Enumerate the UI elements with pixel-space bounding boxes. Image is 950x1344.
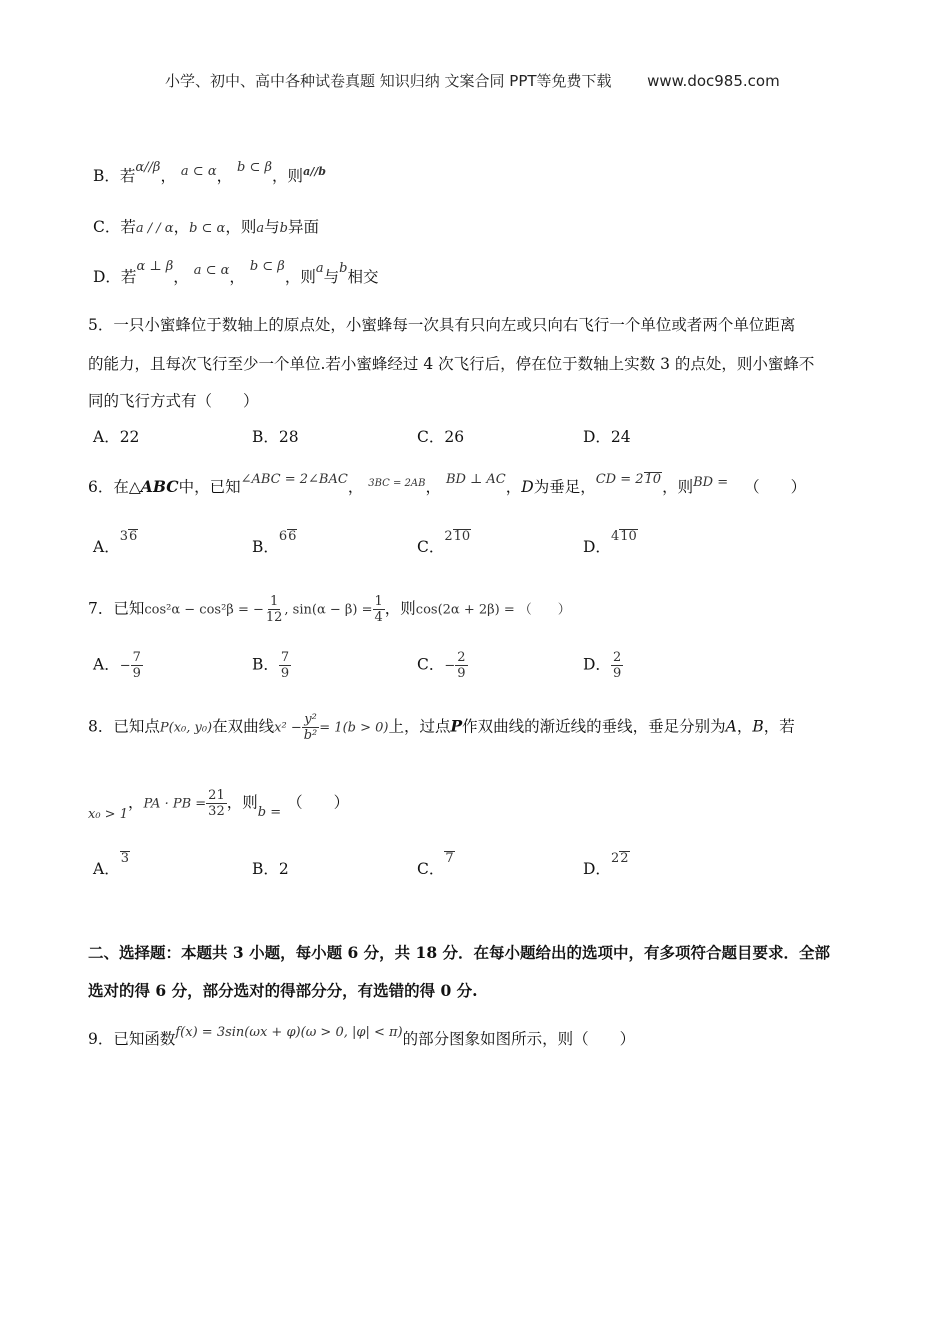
q6-stem: 6．在△ABC中，已知$^{\angle ABC = 2\angle BAC}$， $^{3BC = 2AB}$， $^{BD \perp AC}$，D为垂足，$^{CD = 210}$，则$^{BD =}$ （ ） xyxy=(88,472,807,496)
q9-stem: 9．已知函数$^{f(x) = 3sin(\omega x + \varphi)(\omega > 0, |\varphi| < \pi)}$的部分图象如图所示，则（ ） xyxy=(88,1025,636,1048)
q5-option-a: A．22 xyxy=(93,428,140,446)
page-header xyxy=(165,70,780,91)
q5-line3: 同的飞行方式有（ ） xyxy=(88,392,259,410)
section2-line2: 选对的得 6 分，部分选对的得部分分，有选错的得 0 分. xyxy=(88,981,478,1000)
q8-option-c: C．$^7$ xyxy=(417,851,454,878)
math: x₀ > 1 xyxy=(88,806,128,822)
math: a xyxy=(315,261,324,276)
math: = 1(b > 0) xyxy=(319,720,389,736)
math: b xyxy=(279,221,288,236)
q4-option-d: D．若$^{\alpha \perp \beta}$， $^{a \subset \alpha}$， $^{b \subset \beta}$，则$^a$与$^b$相交 xyxy=(93,259,379,286)
q5-option-d: D．24 xyxy=(583,428,631,446)
q6-option-c: C．$^{210}$ xyxy=(417,529,471,556)
q8-option-a: A．$^3$ xyxy=(93,851,129,878)
q5-line1: 5．一只小蜜蜂位于数轴上的原点处，小蜜蜂每一次具有只向左或只向右飞行一个单位或者两个单位距离 xyxy=(88,316,796,334)
math: b ⊂ β xyxy=(237,160,273,175)
q8-option-d: D．$^{22}$ xyxy=(583,851,629,878)
q5-option-b: B．28 xyxy=(252,428,299,446)
q6-option-d: D．$^{410}$ xyxy=(583,529,637,556)
math: 3BC = 2AB xyxy=(368,478,426,489)
q7-option-c: C．− $\frac{2}{9}$ xyxy=(417,650,466,681)
math: a xyxy=(256,221,265,236)
q8-stem: 8．已知点P(x₀, y₀)在双曲线x² − $\frac{\text{y²}}{\text{b²}}$ = 1(b > 0)上，过点P作双曲线的渐近线的垂线，垂足分别为A，B，若 xyxy=(88,712,795,743)
q6-option-a: A．$^{36}$ xyxy=(93,529,138,556)
math: b xyxy=(339,261,348,276)
q6-option-b: B．$^{66}$ xyxy=(252,529,297,556)
math: b = xyxy=(257,804,282,820)
q7-option-a: A．− $\frac{7}{9}$ xyxy=(93,650,141,681)
math: a / / α xyxy=(135,221,174,236)
q7-option-d: D． $\frac{2}{9}$ xyxy=(583,650,622,681)
q7-stem: 7．已知cos²α − cos²β = − $\frac{1}{12}$ , sin(α − β) = $\frac{1}{4}$ ，则cos(2α + 2β) = （ ） xyxy=(88,594,571,625)
math: b ⊂ α xyxy=(189,221,226,236)
q5-line2: 的能力，且每次飞行至少一个单位.若小蜜蜂经过 4 次飞行后，停在位于数轴上实数 3 的点处，则小蜜蜂不 xyxy=(88,355,815,373)
math: f(x) = 3sin(ωx + φ)(ω > 0, |φ| < π) xyxy=(175,1025,403,1040)
header-text: 小学、初中、高中各种试卷真题 知识归纳 文案合同 PPT等免费下载 xyxy=(165,72,612,90)
q7-option-b: B． $\frac{7}{9}$ xyxy=(252,650,290,681)
math: a ⊂ α xyxy=(193,263,230,278)
q4-option-c: C．若a / / α，b ⊂ α，则a与b异面 xyxy=(93,218,319,236)
math: cos(2α + 2β) = xyxy=(415,602,515,618)
math: α ⊥ β xyxy=(136,259,174,274)
math: b ⊂ β xyxy=(249,259,285,274)
math: a//b xyxy=(303,165,326,178)
q5-option-c: C．26 xyxy=(417,428,465,446)
q4-option-b: B．若$^{\alpha//\beta}$， $^{a \subset \alpha}$， $^{b \subset \beta}$，则$^{a//b}$ xyxy=(93,160,326,185)
math: α//β xyxy=(135,160,161,175)
math: BD = xyxy=(693,475,729,490)
math: a ⊂ α xyxy=(180,164,217,179)
math: ∠ABC = 2∠BAC xyxy=(240,472,348,487)
math: x² − xyxy=(274,720,302,736)
math: PA · PB = xyxy=(143,796,207,812)
math: P(x₀, y₀) xyxy=(159,720,213,736)
header-url[interactable]: www.doc985.com xyxy=(647,72,780,90)
q8-stem-2: $_{x_0 > 1}$，PA · PB = $\frac{21}{32}$ ，则$_{b =}$（ ） xyxy=(88,788,350,822)
q8-option-b: B．2 xyxy=(252,860,289,878)
math: BD ⊥ AC xyxy=(445,472,506,487)
math: , sin(α − β) = xyxy=(284,602,373,618)
section2-line1: 二、选择题：本题共 3 小题，每小题 6 分，共 18 分．在每小题给出的选项中，有多项符合题目要求．全部 xyxy=(88,943,831,962)
math: CD = 210 xyxy=(595,472,662,487)
math: cos²α − cos²β = − xyxy=(144,602,264,618)
